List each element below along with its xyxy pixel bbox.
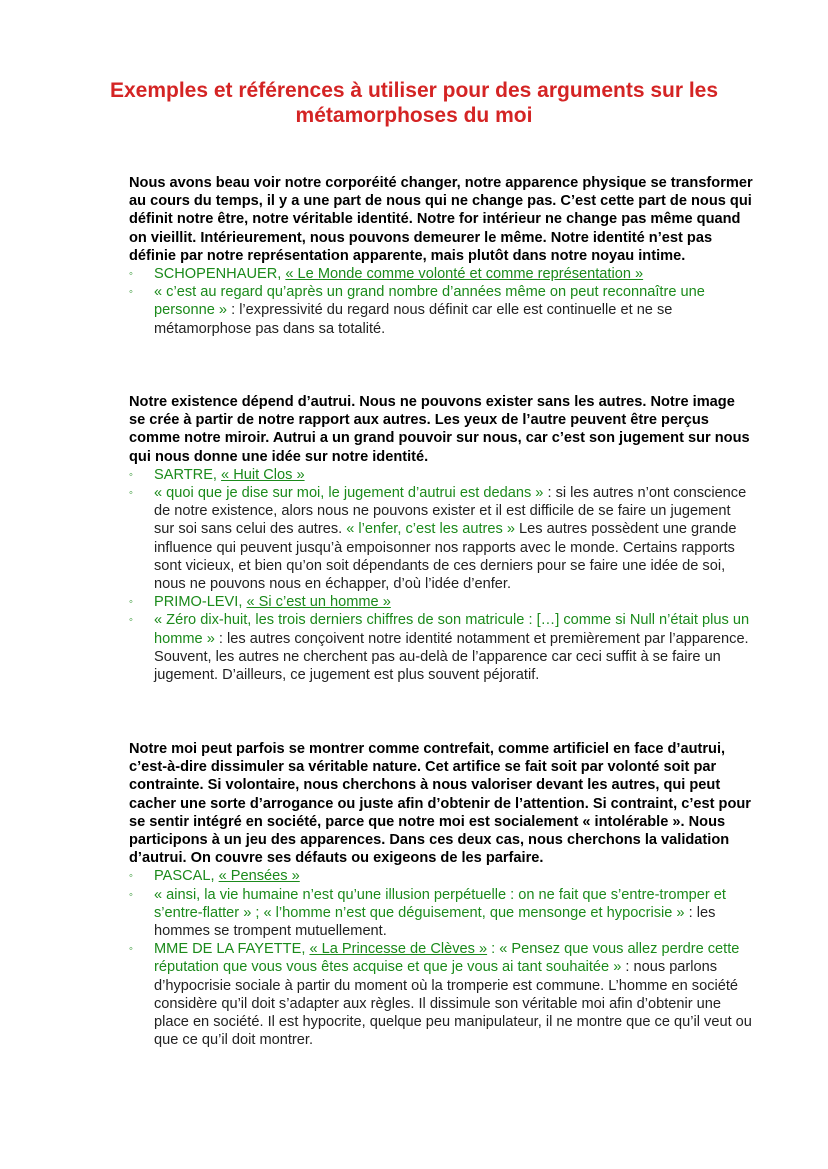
work-title: « Huit Clos » <box>221 466 305 483</box>
bullet-icon: ◦ <box>129 596 133 609</box>
work-title: « Le Monde comme volonté et comme représentation » <box>285 266 644 283</box>
author-name: SCHOPENHAUER, <box>154 266 286 283</box>
quote: : « Pensez que vous allez perdre cette réputation que vous vous êtes acquise et que je vous ai tant souhaitée » <box>154 941 740 976</box>
page-title: Exemples et références à utiliser pour des arguments sur les métamorphoses du moi <box>109 79 719 127</box>
list-item <box>129 886 754 941</box>
quote: « Zéro dix-huit, les trois derniers chiffres de son matricule : […] comme si Null n’était plus un homme » <box>154 612 750 647</box>
comment: : nous parlons d’hypocrisie sociale à partir du moment où la tromperie est commune. L’homme en société considère qu’il doit s’adapter aux règles. Il dissimule son véritable moi afin d’obtenir une place en société. Il est hypocrite, quelque peu manipulateur, il ne montre que ce qu’il veut ou que ce qu’il doit montrer. <box>154 959 752 1049</box>
comment: : les autres conçoivent notre identité notamment et premièrement par l’apparence. Souvent, les autres ne cherchent pas au-delà de l’apparence car ceci suffit à se faire un jugement. D’ailleurs, ce jugement est plus souvent péjoratif. <box>154 630 749 684</box>
bullet-icon: ◦ <box>129 268 133 281</box>
reference-list <box>129 265 754 338</box>
list-item <box>129 466 754 484</box>
bullet-icon: ◦ <box>129 943 133 956</box>
bullet-icon: ◦ <box>129 614 133 627</box>
section-intro: Nous avons beau voir notre corporéité changer, notre apparence physique se transformer au cours du temps, il y a une part de nous qui ne change pas. C’est cette part de nous qui définit notre être, notre véritable identité. Notre for intérieur ne change pas même quand on vieillit. Intérieurement, nous pouvons demeurer le même. Notre identité n’est pas définie par notre représentation apparente, mais plutôt dans notre noyau intime. <box>129 175 753 264</box>
comment: Les autres possèdent une grande influence qui peuvent jusqu’à empoisonner nos rapports avec le monde. Certains rapports sont vicieux, et bien qu’on soit dépendants de ces derniers pour se faire une idée de soi, nous ne pouvons nous en échapper, d’où l’idée d’enfer. <box>154 521 737 593</box>
section-intro: Notre moi peut parfois se montrer comme contrefait, comme artificiel en face d’autrui, c’est-à-dire dissimuler sa véritable nature. Cet artifice se fait soit par volonté soit par contrainte. Si volontaire, nous cherchons à nous valoriser devant les autres, qui peut cacher une sorte d’arrogance ou juste afin d’obtenir de l’attention. Si contraint, c’est pour se sentir intégré en société, parce que notre moi est socialement « intolérable ». Nous participons à un jeu des apparences. Dans ces deux cas, nous cherchons la validation d’autrui. On couvre ses défauts ou exigeons de les parfaire. <box>129 741 751 867</box>
bullet-icon: ◦ <box>129 888 133 901</box>
section-2 <box>129 393 754 684</box>
list-item <box>129 593 754 611</box>
comment: : si les autres n’ont conscience de notre existence, alors nous ne pouvons exister et il est difficile de se faire un jugement sur soi sans celui des autres. <box>154 485 747 538</box>
section-intro: Notre existence dépend d’autrui. Nous ne pouvons exister sans les autres. Notre image se crée à partir de notre rapport aux autres. Les yeux de l’autre peuvent être perçus comme notre miroir. Autrui a un grand pouvoir sur nous, car c’est son jugement sur nous qui nous donne une idée sur notre identité. <box>129 394 750 465</box>
author-name: SARTRE, <box>154 466 222 483</box>
section-3 <box>129 740 754 1049</box>
quote: « c’est au regard qu’après un grand nombre d’années même on peut reconnaître une personne » <box>154 284 705 319</box>
comment: : l’expressivité du regard nous définit car elle est continuelle et ne se métamorphose pas dans sa totalité. <box>154 302 673 337</box>
list-item <box>129 867 754 885</box>
bullet-icon: ◦ <box>129 870 133 883</box>
reference-list <box>129 466 754 684</box>
bullet-icon: ◦ <box>129 468 133 481</box>
list-item <box>129 484 754 593</box>
reference-list <box>129 867 754 1049</box>
work-title: « Pensées » <box>218 868 300 885</box>
list-item <box>129 611 754 684</box>
quote: « l’enfer, c’est les autres » <box>346 521 515 538</box>
quote: « ainsi, la vie humaine n’est qu’une illusion perpétuelle : on ne fait que s’entre-tromper et s’entre-flatter » ; « l’homme n’est que déguisement, que mensonge et hypocrisie » <box>154 886 726 921</box>
author-name: MME DE LA FAYETTE, <box>154 941 310 958</box>
bullet-icon: ◦ <box>129 286 133 299</box>
author-name: PRIMO-LEVI, <box>154 594 247 611</box>
list-item <box>129 940 754 1049</box>
work-title: « Si c’est un homme » <box>246 594 391 611</box>
list-item <box>129 265 754 283</box>
comment: : les hommes se trompent mutuellement. <box>154 904 716 940</box>
list-item <box>129 283 754 338</box>
work-title: « La Princesse de Clèves » <box>309 941 488 958</box>
quote: « quoi que je dise sur moi, le jugement d’autrui est dedans » <box>154 485 544 502</box>
section-1 <box>129 174 754 338</box>
author-name: PASCAL, <box>154 868 219 885</box>
bullet-icon: ◦ <box>129 487 133 500</box>
